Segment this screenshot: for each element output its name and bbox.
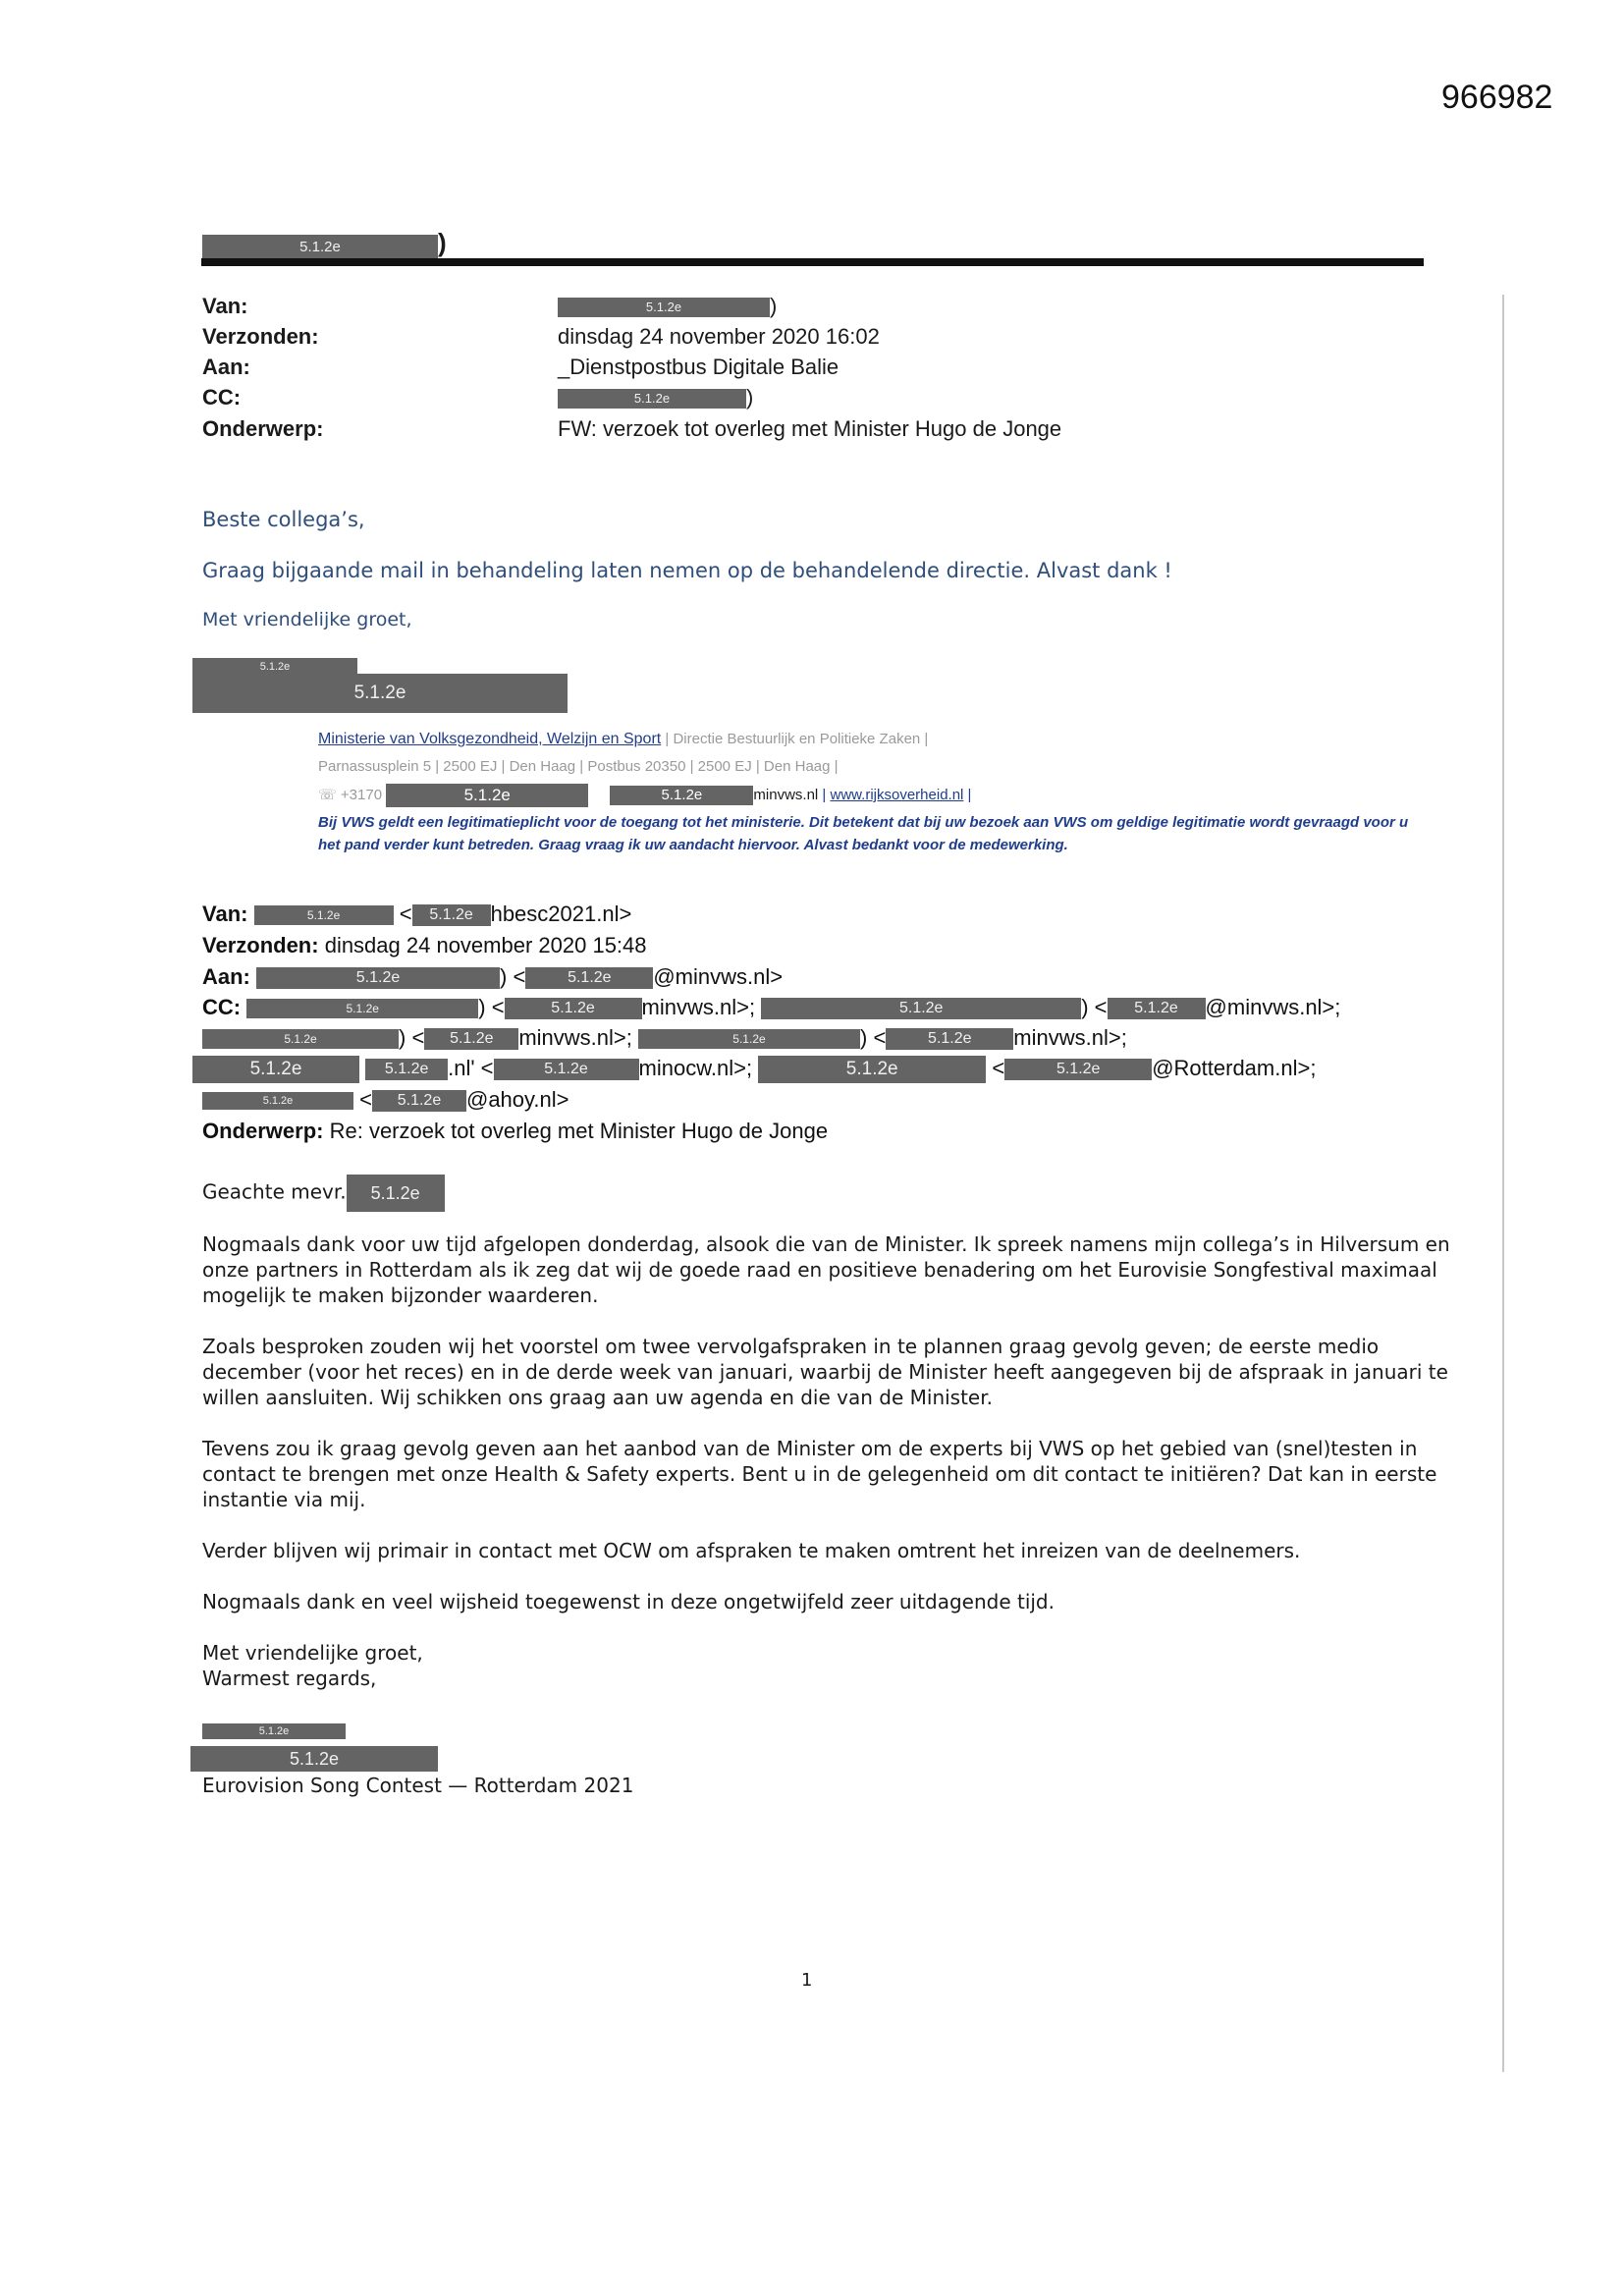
email1-subject-label: Onderwerp: <box>202 416 324 441</box>
email1-sent-label: Verzonden: <box>202 324 319 349</box>
signature-address: Parnassusplein 5 | 2500 EJ | Den Haag | Postbus 20350 | 2500 EJ | Den Haag | <box>318 758 839 775</box>
website-link[interactable]: www.rijksoverheid.nl <box>830 786 964 803</box>
email2-cc-line4: 5.1.2e < 5.1.2e @ahoy.nl> <box>202 1087 568 1113</box>
email2-paragraph-2: Zoals besproken zouden wij het voorstel om twee vervolgafspraken in te plannen graag gevolg geven; de eerste medio december (voor het reces) en in de derde week van januari, waarbij de Minister heeft aangegeven bij de afspraak in januari te willen aansluiten. Wij schikken ons graag aan uw agenda en die van de Minister. <box>202 1335 1448 1409</box>
email1-subject-value: FW: verzoek tot overleg met Minister Hugo de Jonge <box>558 416 1062 441</box>
title-line: 5.1.2e ) <box>202 228 447 260</box>
page-number: 1 <box>801 1970 813 1991</box>
email2-closing-1: Met vriendelijke groet, <box>202 1641 423 1665</box>
email2-paragraph-3: Tevens zou ik graag gevolg geven aan het aanbod van de Minister om de experts bij VWS op het gebied van (snel)testen in contact te brengen met onze Health & Safety experts. Bent u in de gelegenheid om dit contact te initiëren? Dat kan in eerste instantie via mij. <box>202 1437 1437 1511</box>
redaction-box: 5.1.2e <box>202 235 438 260</box>
email1-cc-value: 5.1.2e ) <box>558 385 753 410</box>
email2-paragraph-5: Nogmaals dank en veel wijsheid toegewenst in deze ongetwijfeld zeer uitdagende tijd. <box>202 1590 1055 1613</box>
email1-greeting: Beste collega’s, <box>202 508 365 531</box>
email2-sent-line: Verzonden: dinsdag 24 november 2020 15:48 <box>202 933 647 957</box>
email2-sig-redaction-large: 5.1.2e <box>190 1746 438 1772</box>
email2-cc-line2: 5.1.2e ) < 5.1.2e minvws.nl>; 5.1.2e ) < 5.1.2e minvws.nl>; <box>202 1025 1127 1051</box>
signature-redaction-small: 5.1.2e <box>192 656 357 676</box>
email2-paragraph-1: Nogmaals dank voor uw tijd afgelopen donderdag, alsook die van de Minister. Ik spreek namens mijn collega’s in Hilversum en onze partners in Rotterdam als ik zeg dat wij de goede raad en positieve benadering om het Eurovisie Songfestival maximaal mogelijk te maken bijzonder waarderen. <box>202 1232 1450 1307</box>
scan-edge-line <box>1502 295 1504 2072</box>
email1-to-value: _Dienstpostbus Digitale Balie <box>558 355 839 379</box>
document-id: 966982 <box>1441 79 1553 116</box>
email2-from-line: Van: 5.1.2e < 5.1.2e hbesc2021.nl> <box>202 902 632 926</box>
email1-from-value: 5.1.2e ) <box>558 294 777 319</box>
email1-cc-label: CC: <box>202 385 242 410</box>
email2-to-line: Aan: 5.1.2e ) < 5.1.2e @minvws.nl> <box>202 964 784 989</box>
email1-from-label: Van: <box>202 294 248 318</box>
email1-sent-value: dinsdag 24 november 2020 16:02 <box>558 324 880 349</box>
email2-cc-line3: 5.1.2e 5.1.2e .nl' < 5.1.2e minocw.nl>; 5.1.2e < 5.1.2e @Rotterdam.nl>; <box>192 1056 1316 1083</box>
email2-cc-line1: CC: 5.1.2e ) < 5.1.2e minvws.nl>; 5.1.2e ) < 5.1.2e @minvws.nl>; <box>202 995 1341 1019</box>
email2-sig-redaction-small: 5.1.2e <box>202 1721 346 1739</box>
signature-org-line: Ministerie van Volksgezondheid, Welzijn en Sport | Directie Bestuurlijk en Politieke Zaken | <box>318 731 929 747</box>
signature-redaction-large: 5.1.2e <box>192 674 568 713</box>
email1-to-label: Aan: <box>202 355 250 379</box>
email1-closing: Met vriendelijke groet, <box>202 609 412 630</box>
email1-body: Graag bijgaande mail in behandeling laten nemen op de behandelende directie. Alvast dank ! <box>202 559 1172 582</box>
email2-subject-line: Onderwerp: Re: verzoek tot overleg met Minister Hugo de Jonge <box>202 1119 829 1143</box>
email2-paragraph-4: Verder blijven wij primair in contact met OCW om afspraken te maken omtrent het inreizen van de deelnemers. <box>202 1539 1301 1562</box>
email2-salutation: Geachte mevr. 5.1.2e <box>202 1175 445 1212</box>
phone-icon: ☏ +3170 <box>318 786 383 803</box>
header-rule <box>201 258 1424 266</box>
email2-org: Eurovision Song Contest — Rotterdam 2021 <box>202 1774 634 1797</box>
email2-closing-2: Warmest regards, <box>202 1667 377 1690</box>
signature-contact-line: ☏ +3170 5.1.2e 5.1.2e minvws.nl | www.rijksoverheid.nl | <box>318 784 971 807</box>
signature-notice: Bij VWS geldt een legitimatieplicht voor de toegang tot het ministerie. Dit betekent dat bij uw bezoek aan VWS om geldige legitimatie wordt gevraagd voor u het pand verder kunt betreden. Graag vraag ik uw aandacht hiervoor. Alvast bedankt voor de medewerking. <box>318 814 1409 853</box>
